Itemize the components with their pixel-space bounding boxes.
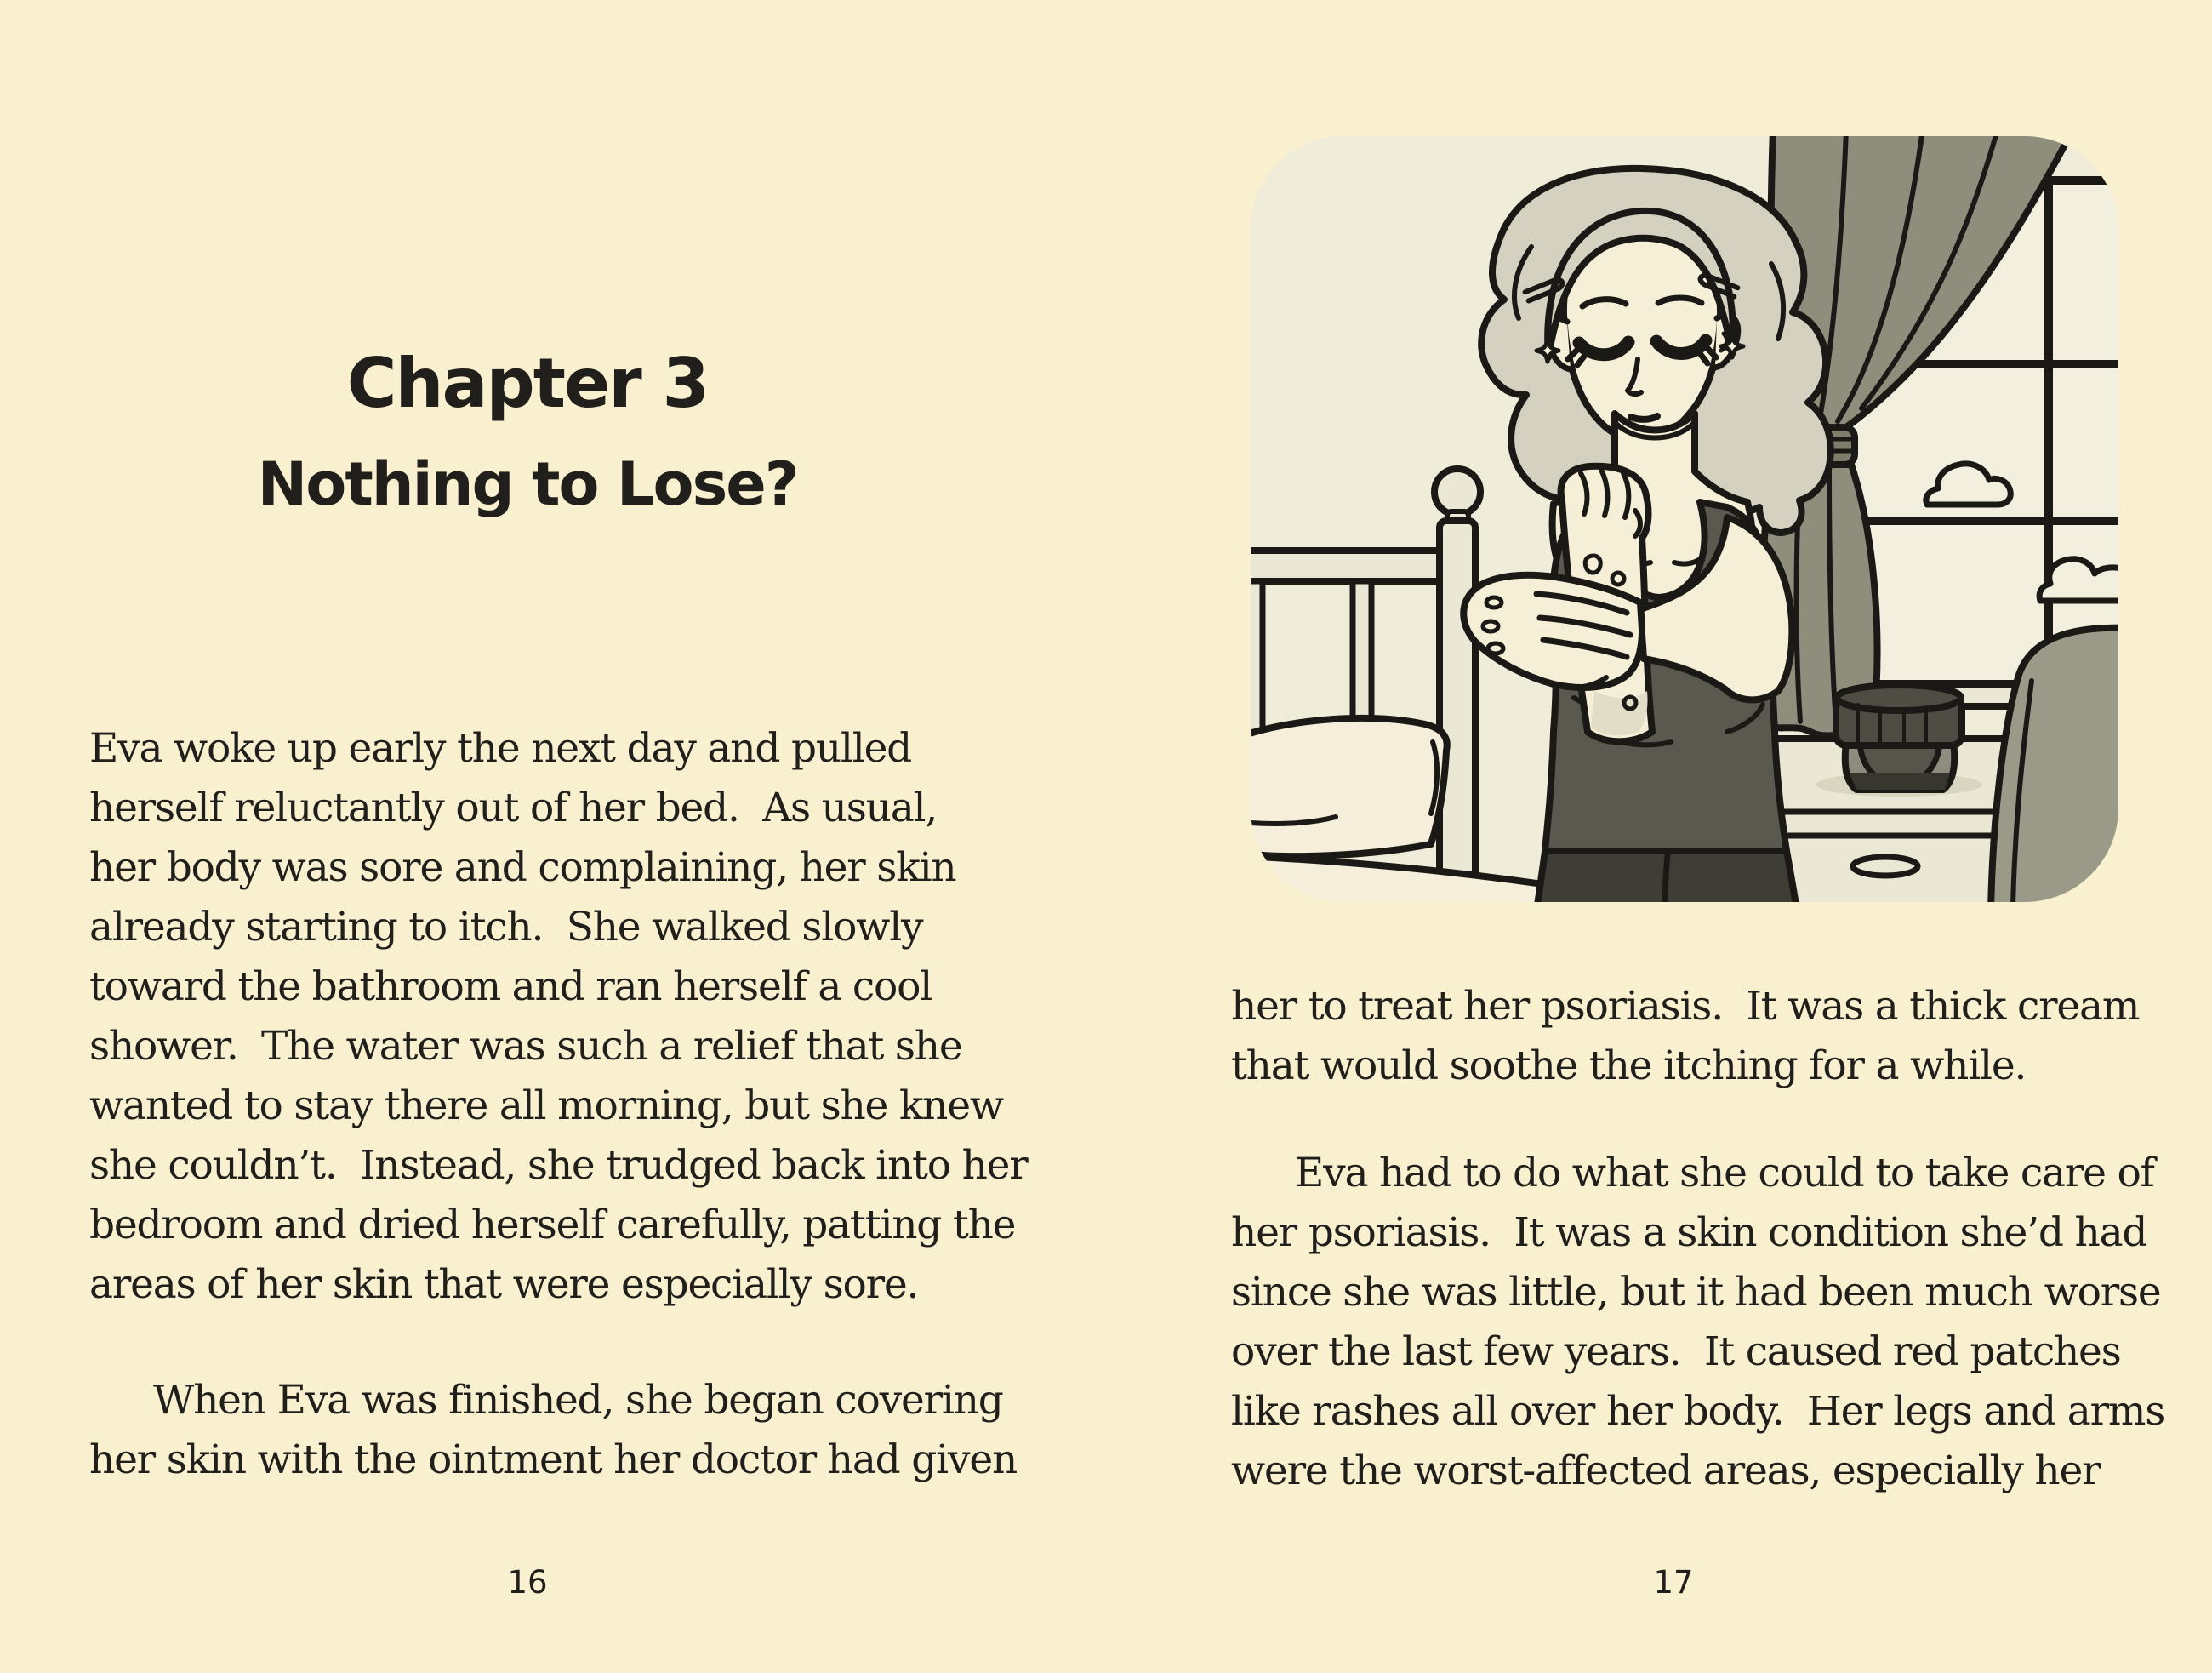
chapter-title: Nothing to Lose? bbox=[257, 449, 798, 519]
body-line: wanted to stay there all morning, but she knew bbox=[89, 1082, 1003, 1129]
right-page-text bbox=[1231, 977, 2164, 1501]
body-line: like rashes all over her body. Her legs and arms bbox=[1231, 1388, 2165, 1435]
body-line: bedroom and dried herself carefully, patting the bbox=[89, 1202, 1016, 1248]
body-line: were the worst-affected areas, especially her bbox=[1231, 1447, 2101, 1494]
body-line: Eva had to do what she could to take care of bbox=[1295, 1150, 2154, 1196]
body-line: herself reluctantly out of her bed. As usual, bbox=[89, 785, 938, 831]
body-line: areas of her skin that were especially sore. bbox=[89, 1261, 919, 1308]
body-line: over the last few years. It caused red patches bbox=[1231, 1328, 2121, 1375]
body-line: When Eva was finished, she began covering bbox=[153, 1377, 1003, 1424]
left-page-text bbox=[89, 719, 1028, 1490]
cloud-icon bbox=[2039, 559, 2118, 601]
pillow bbox=[1251, 718, 1447, 856]
girl-figure bbox=[1463, 168, 1830, 902]
body-line: her skin with the ointment her doctor had given bbox=[89, 1436, 1018, 1483]
body-line: shower. The water was such a relief that she bbox=[89, 1023, 962, 1070]
chapter-label: Chapter 3 bbox=[346, 344, 709, 423]
body-line: that would soothe the itching for a while. bbox=[1231, 1042, 2027, 1089]
page-number-right: 17 bbox=[1653, 1564, 1694, 1601]
bedpost-finial bbox=[1434, 469, 1480, 515]
body-line: her psoriasis. It was a skin condition she’d had bbox=[1231, 1209, 2147, 1256]
page-number-left: 16 bbox=[507, 1564, 548, 1601]
body-line: since she was little, but it had been much worse bbox=[1231, 1269, 2161, 1316]
body-line: she couldn’t. Instead, she trudged back into her bbox=[89, 1142, 1028, 1189]
bedroom-illustration bbox=[1251, 136, 2118, 902]
body-line: already starting to itch. She walked slowly bbox=[89, 904, 923, 951]
body-line: toward the bathroom and ran herself a cool bbox=[89, 963, 932, 1010]
body-line: her to treat her psoriasis. It was a thick cream bbox=[1231, 983, 2140, 1030]
ointment-jar bbox=[1836, 685, 1962, 790]
mouth bbox=[1631, 416, 1657, 420]
body-line: Eva woke up early the next day and pulled bbox=[89, 725, 912, 772]
body-line: her body was sore and complaining, her skin bbox=[89, 844, 956, 891]
